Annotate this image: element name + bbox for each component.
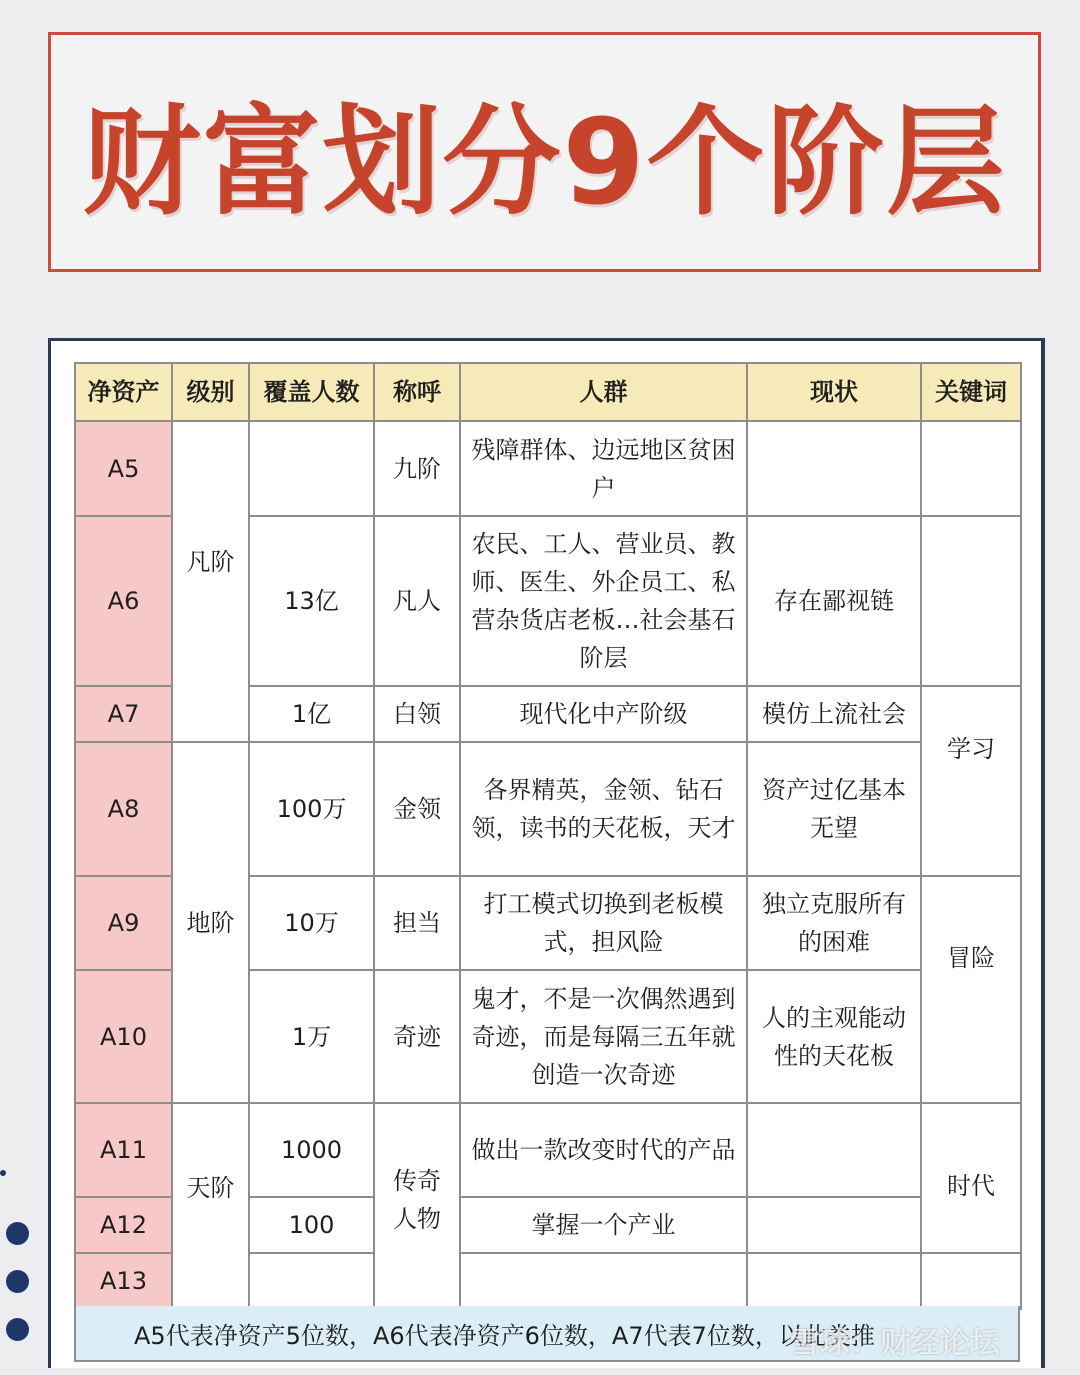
coverage-cell: 1000 — [249, 1103, 374, 1197]
people-cell: 打工模式切换到老板模式，担风险 — [460, 876, 747, 970]
coverage-cell: 1亿 — [249, 686, 374, 742]
net-asset-cell: A12 — [75, 1197, 172, 1253]
table-row — [75, 1103, 1021, 1197]
keyword-cell — [921, 686, 1021, 876]
coverage-cell: 1万 — [249, 970, 374, 1103]
net-asset-cell: A7 — [75, 686, 172, 742]
title-cell: 凡人 — [374, 516, 460, 686]
status-cell — [747, 1253, 921, 1309]
title-cell: 九阶 — [374, 421, 460, 516]
wealth-table — [74, 362, 1022, 1310]
people-cell — [460, 1253, 747, 1309]
table-row — [75, 421, 1021, 516]
decor-dot — [0, 1170, 6, 1176]
title-card — [48, 32, 1041, 272]
net-asset-cell: A10 — [75, 970, 172, 1103]
keyword-label: 冒险 — [947, 943, 995, 972]
keyword-label: 时代 — [947, 1172, 995, 1200]
net-asset-cell: A9 — [75, 876, 172, 970]
footer-text: A5代表净资产5位数，A6代表净资产6位数，A7代表7位数，以此类推 — [134, 1321, 875, 1350]
people-cell: 鬼才，不是一次偶然遇到奇迹，而是每隔三五年就创造一次奇迹 — [460, 970, 747, 1103]
status-cell: 独立克服所有的困难 — [747, 876, 921, 970]
level-label: 地阶 — [186, 908, 235, 937]
level-cell — [172, 742, 249, 1103]
coverage-cell — [249, 421, 374, 516]
title-cell: 担当 — [374, 876, 460, 970]
header-title: 称呼 — [374, 363, 460, 421]
decor-dot — [6, 1270, 29, 1293]
status-cell: 模仿上流社会 — [747, 686, 921, 742]
net-asset-cell: A8 — [75, 742, 172, 876]
keyword-cell — [921, 1103, 1021, 1253]
level-label: 凡阶 — [186, 547, 235, 576]
people-cell: 掌握一个产业 — [460, 1197, 747, 1253]
status-cell — [747, 1197, 921, 1253]
header-keyword: 关键词 — [921, 363, 1021, 421]
people-cell: 现代化中产阶级 — [460, 686, 747, 742]
keyword-cell — [921, 876, 1021, 1103]
title-cell: 奇迹 — [374, 970, 460, 1103]
status-cell — [747, 421, 921, 516]
header-level: 级别 — [172, 363, 249, 421]
keyword-label: 学习 — [947, 735, 995, 763]
level-cell — [172, 1103, 249, 1309]
net-asset-cell: A6 — [75, 516, 172, 686]
status-cell: 资产过亿基本无望 — [747, 742, 921, 876]
coverage-cell: 100万 — [249, 742, 374, 876]
coverage-cell — [249, 1253, 374, 1309]
title-cell: 传奇人物 — [374, 1103, 460, 1309]
header-coverage: 覆盖人数 — [249, 363, 374, 421]
level-label: 天阶 — [186, 1174, 235, 1202]
status-cell — [747, 1103, 921, 1197]
people-cell: 残障群体、边远地区贫困户 — [460, 421, 747, 516]
people-cell: 农民、工人、营业员、教师、医生、外企员工、私营杂货店老板…社会基石阶层 — [460, 516, 747, 686]
header-people: 人群 — [460, 363, 747, 421]
net-asset-cell: A11 — [75, 1103, 172, 1197]
keyword-cell — [921, 421, 1021, 516]
status-cell: 存在鄙视链 — [747, 516, 921, 686]
coverage-cell: 10万 — [249, 876, 374, 970]
net-asset-cell: A13 — [75, 1253, 172, 1309]
status-cell: 人的主观能动性的天花板 — [747, 970, 921, 1103]
page-title: 财富划分9个阶层 — [82, 93, 1007, 231]
keyword-cell — [921, 1253, 1021, 1309]
decor-dot — [6, 1222, 29, 1245]
coverage-cell: 13亿 — [249, 516, 374, 686]
net-asset-cell: A5 — [75, 421, 172, 516]
people-cell: 做出一款改变时代的产品 — [460, 1103, 747, 1197]
table-header-row — [75, 363, 1021, 421]
decor-dot — [6, 1318, 29, 1341]
people-cell: 各界精英，金领、钻石领，读书的天花板，天才 — [460, 742, 747, 876]
level-cell — [172, 421, 249, 742]
header-net-asset: 净资产 — [75, 363, 172, 421]
watermark: 雪球：财经论坛 — [790, 1326, 1000, 1361]
keyword-cell — [921, 516, 1021, 686]
table-row — [75, 742, 1021, 876]
title-cell: 白领 — [374, 686, 460, 742]
title-cell: 金领 — [374, 742, 460, 876]
header-status: 现状 — [747, 363, 921, 421]
coverage-cell: 100 — [249, 1197, 374, 1253]
